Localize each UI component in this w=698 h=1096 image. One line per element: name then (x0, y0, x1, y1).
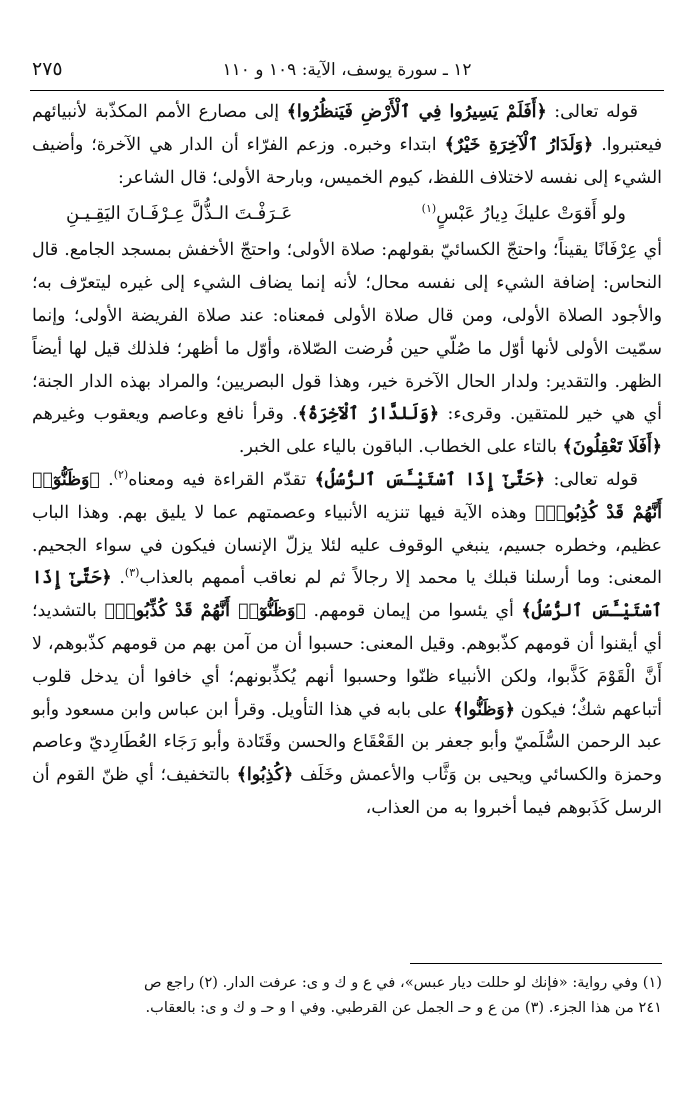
quran-quote: ﴿وَلَدَارُ ٱلْآخِرَةِ خَيْرٌ﴾ (444, 134, 594, 155)
verse-second-hemistich: عَـرَفْـتَ الـذُّلَّ عِـرْفَـانَ اليَقِـيـنِ (66, 203, 293, 225)
text-run: ابتداء وخبره. وزعم الفرّاء أن الدار هي الآخرة؛ وأضيف الشيء إلى نفسه لاختلاف اللفظ، كيوم الخميس، وبارحة الأولى؛ قال الشاعر: (32, 134, 662, 188)
main-text (32, 96, 662, 825)
text-run: أي يئسوا من إيمان قومهم. (305, 601, 522, 622)
text-run: إلى مصارع الأمم المكذّبة لأنبيائهم فيعتبروا. (32, 102, 663, 155)
text-run: قوله تعالى: (546, 102, 638, 122)
text-run: . وقرأ نافع وعاصم ويعقوب وغيرهم (32, 404, 298, 425)
text-run: بالتشديد؛ أي أيقنوا أن قومهم كذّبوهم. وقيل المعنى: حسبوا أن من آمن بهم من قومهم كذّبوهم، لا أَنَّ الْقَوْمَ كَذَّبوا، ولكن الأنبياء ظنّوا وحسبوا أنهم يُكذِّبونهم؛ أي خافوا أن يدخل قلوب أتباعهم شكٌ؛ فيكون (32, 601, 662, 720)
header-title: ١٢ ـ سورة يوسف، الآية: ١٠٩ و ١١٠ (222, 60, 472, 80)
page-number: ٢٧٥ (32, 58, 63, 80)
text-run: على بابه في هذا التأويل. وقرأ ابن عباس وابن مسعود وأبو عبد الرحمن السُّلَميّ وأبو جعفر بن القَعْقَاع والحسن وقَتَادة وأبو رَجَاء العُطَارِديّ وعاصم وحمزة والكسائي ويحيى بن وَثَّاب والأعمش وخَلَف (32, 699, 662, 786)
quran-quote: ﴿أَفَلَمْ يَسِيرُوا فِي ٱلْأَرْضِ فَيَنظُرُوا﴾ (286, 102, 547, 122)
footnote-rule (410, 963, 662, 964)
text-run: وهذه الآية فيها تنزيه الأنبياء وعصمتهم عما لا يليق بهم. وهذا الباب عظيم، وخطره جسيم، ينبغي الوقوف عليه لئلا يزلّ الإنسان فيكون في سواء الجحيم. المعنى: وما أرسلنا قبلك يا محمد إلا رجالاً ثم لم نعاقب أممهم بالعذاب (32, 502, 662, 589)
quran-quote: ﴿وَظَنُّوٓا۟ أَنَّهُمْ قَدْ كُذِّبُوا۟﴾ (104, 601, 306, 622)
footnote-line: ٢٤١ من هذا الجزء. (٣) من ع و حـ الجمل عن القرطبي. وفي ا و حـ و ك و ى: بالعقاب. (145, 999, 662, 1016)
text-run: بالتاء على الخطاب. الباقون بالياء على الخبر. (238, 437, 563, 458)
verse-first-hemistich (422, 194, 626, 234)
footnotes (32, 970, 662, 1020)
quran-quote: ﴿حَتَّىٰٓ إِذَا ٱسْتَيْـَٔسَ ٱلرُّسُلُ﴾ (32, 568, 663, 622)
footnote-marker: (٢) (113, 468, 129, 482)
verse-text: ولو أَقوَتْ عليكَ دِيارُ عَبْسٍ (436, 203, 626, 225)
text-run: قوله تعالى: (545, 469, 638, 490)
text-run: تقدّم القراءة فيه ومعناه (128, 469, 315, 490)
paragraph-3 (32, 464, 662, 825)
text-run: بالتخفيف؛ أي ظنّ القوم أن الرسل كَذَبوهم فيما أخبروا به من العذاب، (32, 765, 662, 818)
text-run: . (111, 568, 125, 589)
footnote-marker: (١) (421, 202, 437, 216)
quran-quote: ﴿وَظَنُّوا﴾ (453, 699, 515, 720)
text-run: أي عِرْفَانًا يقيناً؛ واحتجّ الكسائيّ بقولهم: صلاة الأولى؛ واحتجّ الأخفش بمسجد الجامع. قال النحاس: إضافة الشيء إلى نفسه محال؛ لأنه إنما يضاف الشيء إلى غيره ليتعرّف به؛ والأجود الصلاة الأولى، ومن قال صلاة الأولى فمعناه: عند صلاة الفريضة الأولى؛ وإنما سمّيت الأولى لأنها أوّل ما صُلّي حين فُرضت الصّلاة، وأوّل ما أظهر؛ فلذلك قيل لها أيضاً الظهر. والتقدير: ولدار الحال الآخرة خير، وهذا قول البصريين؛ والمراد بهذه الدار الجنة؛ أي هي خير للمتقين. وقرىء: (32, 240, 663, 425)
quran-quote: ﴿حَتَّىٰٓ إِذَا ٱسْتَيْـَٔسَ ٱلرُّسُلُ﴾ (314, 469, 546, 490)
footnote-marker: (٣) (124, 566, 140, 580)
text-run: . (99, 469, 114, 490)
quran-quote: ﴿كُذِبُوا﴾ (236, 765, 294, 786)
quran-quote: ﴿وَلَلدَّارُ ٱلْآخِرَةُ﴾ (297, 404, 440, 425)
header-rule (30, 90, 664, 91)
quran-quote: ﴿وَظَنُّوٓا۟ أَنَّهُمْ قَدْ كُذِبُوا۟﴾ (32, 469, 662, 523)
paragraph-2 (32, 234, 662, 464)
footnote-line: (١) وفي رواية: «فإنك لو حللت ديار عبس»، في ع و ك و ى: عرفت الدار. (٢) راجع ص (143, 974, 662, 991)
poetry-verse (32, 194, 662, 234)
running-header (32, 58, 662, 88)
quran-quote: ﴿أَفَلَا تَعْقِلُونَ﴾ (562, 437, 662, 458)
paragraph-1 (32, 96, 662, 194)
